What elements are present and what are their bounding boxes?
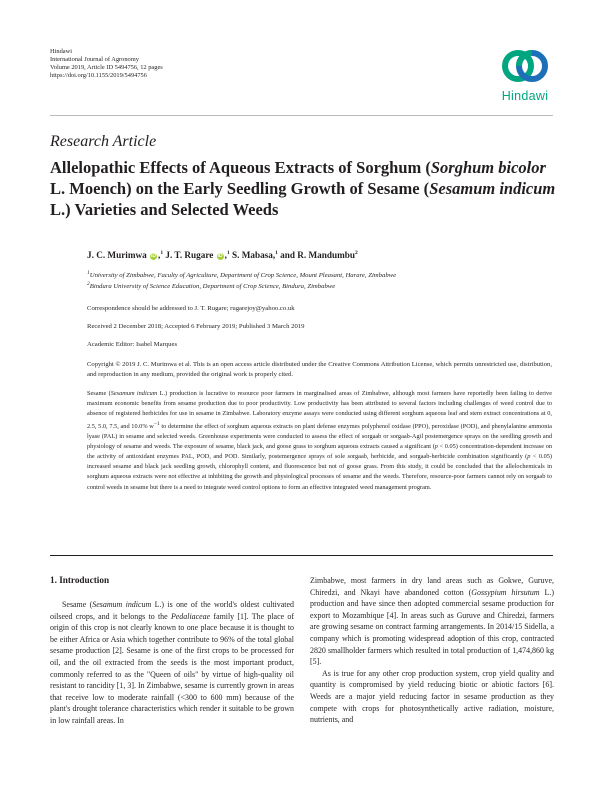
affiliation-1: [87, 270, 396, 279]
academic-editor: Academic Editor: Isabel Marques: [87, 341, 178, 348]
title-part: Allelopathic Effects of Aqueous Extracts of Sorghum (: [50, 158, 431, 177]
hindawi-logo-icon: [497, 43, 553, 89]
body-text: L.) is one of the world's oldest cultivated oilseed crops, and it belongs to the: [50, 600, 294, 621]
body-paragraph: [50, 599, 294, 727]
abstract: [87, 389, 552, 493]
author-sup: 1: [226, 250, 230, 256]
abstract-italic: p: [527, 453, 531, 461]
article-title: [50, 157, 560, 220]
journal-name: International Journal of Agronomy: [50, 56, 139, 63]
volume-line: Volume 2019, Article ID 5494756, 12 pages: [50, 64, 163, 71]
title-part: L. Moench) on the Early Seedling Growth of Sesame (: [50, 179, 430, 198]
right-column: [310, 575, 554, 726]
body-italic: Gossypium hirsutum: [471, 587, 540, 597]
abstract-text: Sesame (: [87, 390, 111, 397]
affiliation-text: Bindura University of Science Education, Department of Crop Science, Bindura, Zimbabwe: [89, 283, 336, 291]
correspondence: Correspondence should be addressed to J. T. Rugare; rugarejoy@yahoo.co.uk: [87, 305, 295, 312]
publisher-name: Hindawi: [50, 48, 73, 55]
title-italic: Sorghum bicolor: [430, 158, 546, 177]
author-name: J. C. Murimwa: [87, 250, 147, 261]
aff-sup: 1: [87, 270, 90, 276]
body-text: family [1]. The place of origin of this crop is not clearly known to one place because it is thought to be either Africa or Asia which together contribute to 96% of the total global sesame production [2]. Sesame is one of the first crops to be processed for oil, and the oil extracted from the seeds is the most important product, commonly referred to as the "Queen of oils" by virtue of high-quality oil resistant to rancidity [1, 3]. In Zimbabwe, sesame is currently grown in areas that receive low to moderate rainfall (<300 to 600 mm) because of the plant's drought tolerance characteristics which render it suitable to be grown in low rainfall areas. In: [50, 611, 295, 725]
orcid-icon[interactable]: iD: [151, 253, 157, 260]
abstract-italic: p: [434, 443, 438, 451]
doi-link[interactable]: https://doi.org/10.1155/2019/5494756: [50, 72, 147, 79]
body-paragraph: As is true for any other crop production system, crop yield quality and quantity is compromised by yield reducing biotic or abiotic factors [6]. Weeds are a major yield reducing factor in sesame production as they compete with crops for photosynthetically active radiation, moisture, nutrients, and: [310, 668, 554, 725]
section-rule: [50, 555, 553, 556]
title-italic: Sesamum indicum: [429, 179, 556, 198]
author-name: J. T. Rugare: [165, 250, 214, 261]
abstract-text: to determine the effect of sorghum aqueous extracts on plant defense enzymes polyphenol oxidase (PPO), peroxidase (POD), and phenylalanine ammonia lyase (PAL) in sesame and selected weeds. Greenhouse experiments were conducted to assess the effect of sorgaab or sorgaab-Agil postemergence sprays on the seedling growth and physiology of sesame and weeds. The exposure of sesame, black jack, and goose grass to sorghum aqueous extracts caused a significant (: [87, 423, 552, 451]
header-rule: [50, 115, 553, 116]
journal-header: [50, 48, 163, 80]
hindawi-logo-text: Hindawi: [501, 89, 549, 103]
abstract-text: L.) production is lucrative to resource poor farmers in marginalised areas of Zimbabwe, although most farmers have reportedly been failing to derive maximum economic benefits from sesame production due to poor productivity. Low productivity has been attributed to several factors including challenges of weed control due to absence of registered herbicides for use in sesame in Zimbabwe. Laboratory enzyme assays were conducted using different sorghum aqueous leaf and stem extract concentrations at 0, 2.5, 5.0, 7.5, and 10.0% w: [87, 390, 553, 431]
author-sup: 2: [354, 250, 358, 256]
author-sup: 1: [160, 250, 164, 256]
affiliation-2: [87, 281, 335, 290]
body-text: L.) production and have since then adopted commercial sesame production for export to Mozambique [4]. In areas such as Guruve and Chiredzi, farmers are growing sesame on contract farming arrangements. In 2014/15 Sidella, a company which is promoting widespread adoption of this crop, contracted 2820 smallholder farmers which resulted in total production of 1,474,860 kg [5].: [310, 587, 554, 667]
dates-line: Received 2 December 2018; Accepted 6 February 2019; Published 3 March 2019: [87, 323, 305, 330]
article-type: Research Article: [50, 133, 157, 150]
title-part: L.) Varieties and Selected Weeds: [50, 200, 279, 219]
body-text: Zimbabwe, most farmers in dry land areas such as Gokwe, Guruve, Chiredzi, and Nkayi have abandoned cotton (: [310, 576, 554, 597]
body-italic: Pedaliaceae: [170, 611, 211, 621]
aff-sup: 2: [87, 281, 90, 287]
body-text: Sesame (: [62, 600, 93, 609]
body-italic: Sesamum indicum: [92, 600, 152, 609]
copyright-notice: Copyright © 2019 J. C. Murimwa et al. This is an open access article distributed under the Creative Commons Attribution License, which permits unrestricted use, distribution, and reproduction in any medium, provided the original work is properly cited.: [87, 361, 552, 378]
affiliation-text: University of Zimbabwe, Faculty of Agriculture, Department of Crop Science, Mount Pleasant, Harare, Zimbabwe: [89, 272, 397, 280]
hindawi-logo[interactable]: [497, 43, 553, 111]
abstract-text: < 0.05) concentration-dependent increase on the activity of antioxidant enzymes PAL, POD, and POD. Similarly, postemergence sprays of sole sorgaab, herbicide, and sorgaab-herbicide combination significantly (: [87, 443, 552, 461]
abstract-sup: −1: [153, 421, 160, 428]
abstract-text: < 0.05) increased sesame and black jack seedling growth, chlorophyll content, and fluorescence but not of goose grass. From this study, it could be concluded that the allelochemicals in sorghum aqueous extracts were not effective at inhibiting the growth and physiological processes of sesame and the weeds. Therefore, resource-poor farmers cannot rely on sorgaab to control weeds in sesame but there is a need to integrate weed control options to form an effective integrated weed management program.: [87, 453, 552, 491]
author-list: J. C. Murimwa iD ,$^1$ J. T. Rugare iD ,$^1$ S. Mabasa,$^1$ and R. Mandumbu$^2$: [87, 250, 358, 261]
body-paragraph: [310, 575, 554, 668]
section-heading: 1. Introduction: [50, 575, 110, 585]
author-sup: 1: [275, 250, 278, 256]
author-name: S. Mabasa,: [231, 250, 276, 261]
author-name: and R. Mandumbu: [280, 250, 355, 261]
abstract-italic: Sesamum indicum: [110, 390, 158, 397]
orcid-icon[interactable]: iD: [217, 253, 223, 260]
left-column: [50, 599, 294, 727]
